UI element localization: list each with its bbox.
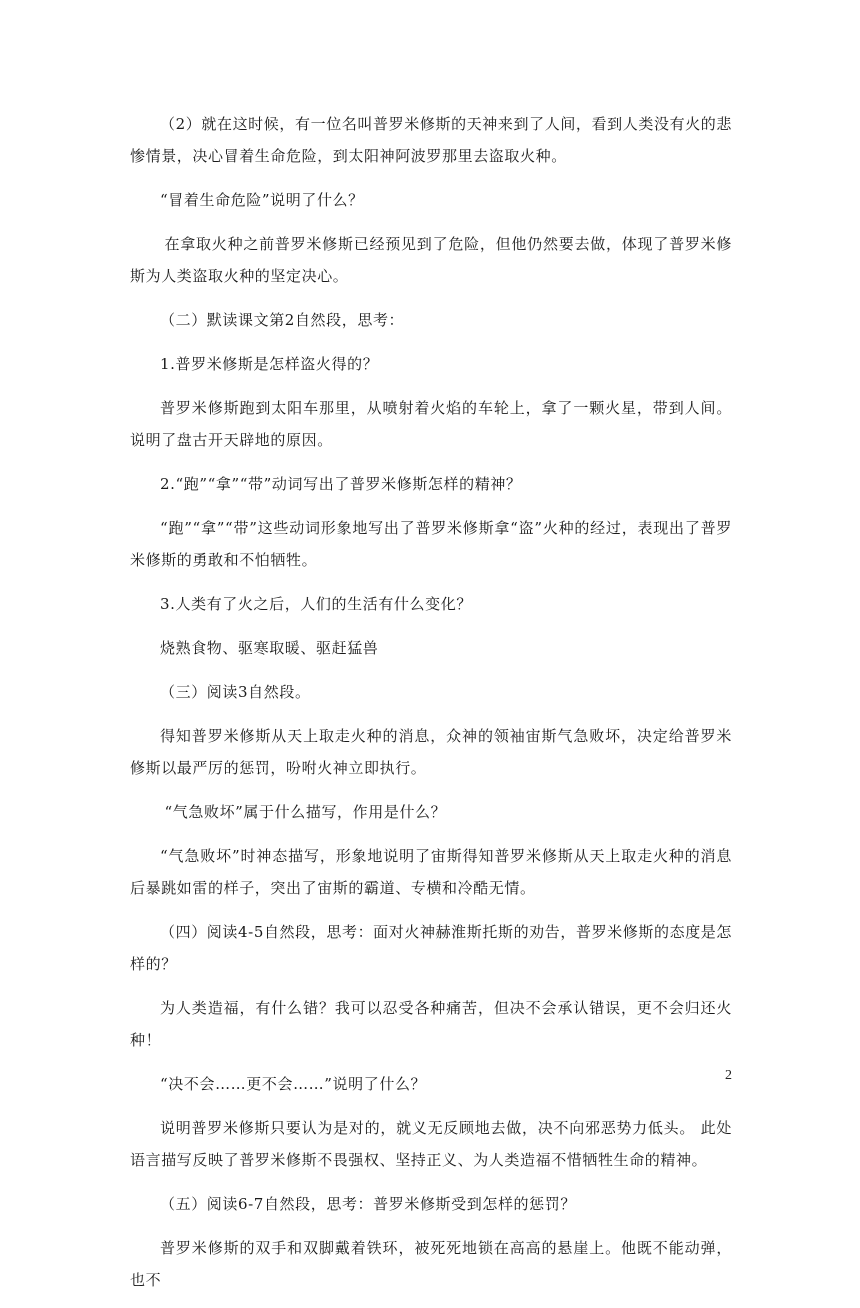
question: 2.“跑”“拿”“带”动词写出了普罗米修斯怎样的精神？ bbox=[160, 475, 522, 493]
paragraph: （2）就在这时候，有一位名叫普罗米修斯的天神来到了人间，看到人类没有火的悲惨情景，决心冒着生命危险，到太阳神阿波罗那里去盗取火种。 bbox=[130, 115, 732, 165]
paragraph: 得知普罗米修斯从天上取走火种的消息，众神的领袖宙斯气急败坏，决定给普罗米修斯以最严厉的惩罚，吩咐火神立即执行。 bbox=[130, 727, 732, 777]
answer: 说明普罗米修斯只要认为是对的，就义无反顾地去做，决不向邪恶势力低头。 此处语言描写反映了普罗米修斯不畏强权、坚持正义、为人类造福不惜牺牲生命的精神。 bbox=[130, 1119, 732, 1169]
answer: “气急败坏”时神态描写，形象地说明了宙斯得知普罗米修斯从天上取走火种的消息后暴跳如雷的样子，突出了宙斯的霸道、专横和冷酷无情。 bbox=[130, 847, 732, 897]
question: 1.普罗米修斯是怎样盗火得的？ bbox=[160, 355, 379, 373]
answer: “跑”“拿”“带”这些动词形象地写出了普罗米修斯拿“盗”火种的经过，表现出了普罗米修斯的勇敢和不怕牺牲。 bbox=[130, 519, 732, 569]
question: “气急败坏”属于什么描写，作用是什么？ bbox=[164, 803, 447, 821]
paragraph: 在拿取火种之前普罗米修斯已经预见到了危险，但他仍然要去做，体现了普罗米修斯为人类盗取火种的坚定决心。 bbox=[130, 235, 732, 285]
paragraph: 为人类造福，有什么错？我可以忍受各种痛苦，但决不会承认错误，更不会归还火种！ bbox=[130, 999, 732, 1049]
answer: 普罗米修斯跑到太阳车那里，从喷射着火焰的车轮上，拿了一颗火星，带到人间。说明了盘古开天辟地的原因。 bbox=[130, 399, 732, 449]
paragraph: “冒着生命危险”说明了什么？ bbox=[160, 191, 364, 209]
section-heading: （四）阅读4-5自然段，思考：面对火神赫淮斯托斯的劝告，普罗米修斯的态度是怎样的？ bbox=[130, 923, 732, 973]
answer: 烧熟食物、驱寒取暖、驱赶猛兽 bbox=[160, 639, 379, 657]
paragraph: 普罗米修斯的双手和双脚戴着铁环，被死死地锁在高高的悬崖上。他既不能动弹，也不 bbox=[130, 1239, 732, 1289]
section-heading: （二）默读课文第2自然段，思考： bbox=[160, 311, 405, 329]
question: 3.人类有了火之后，人们的生活有什么变化？ bbox=[160, 595, 472, 613]
document-body bbox=[130, 108, 732, 1308]
section-heading: （三）阅读3自然段。 bbox=[160, 683, 311, 701]
section-heading: （五）阅读6-7自然段，思考：普罗米修斯受到怎样的惩罚？ bbox=[160, 1195, 576, 1213]
question: “决不会……更不会……”说明了什么？ bbox=[160, 1075, 427, 1093]
page-number: 2 bbox=[725, 1068, 732, 1083]
